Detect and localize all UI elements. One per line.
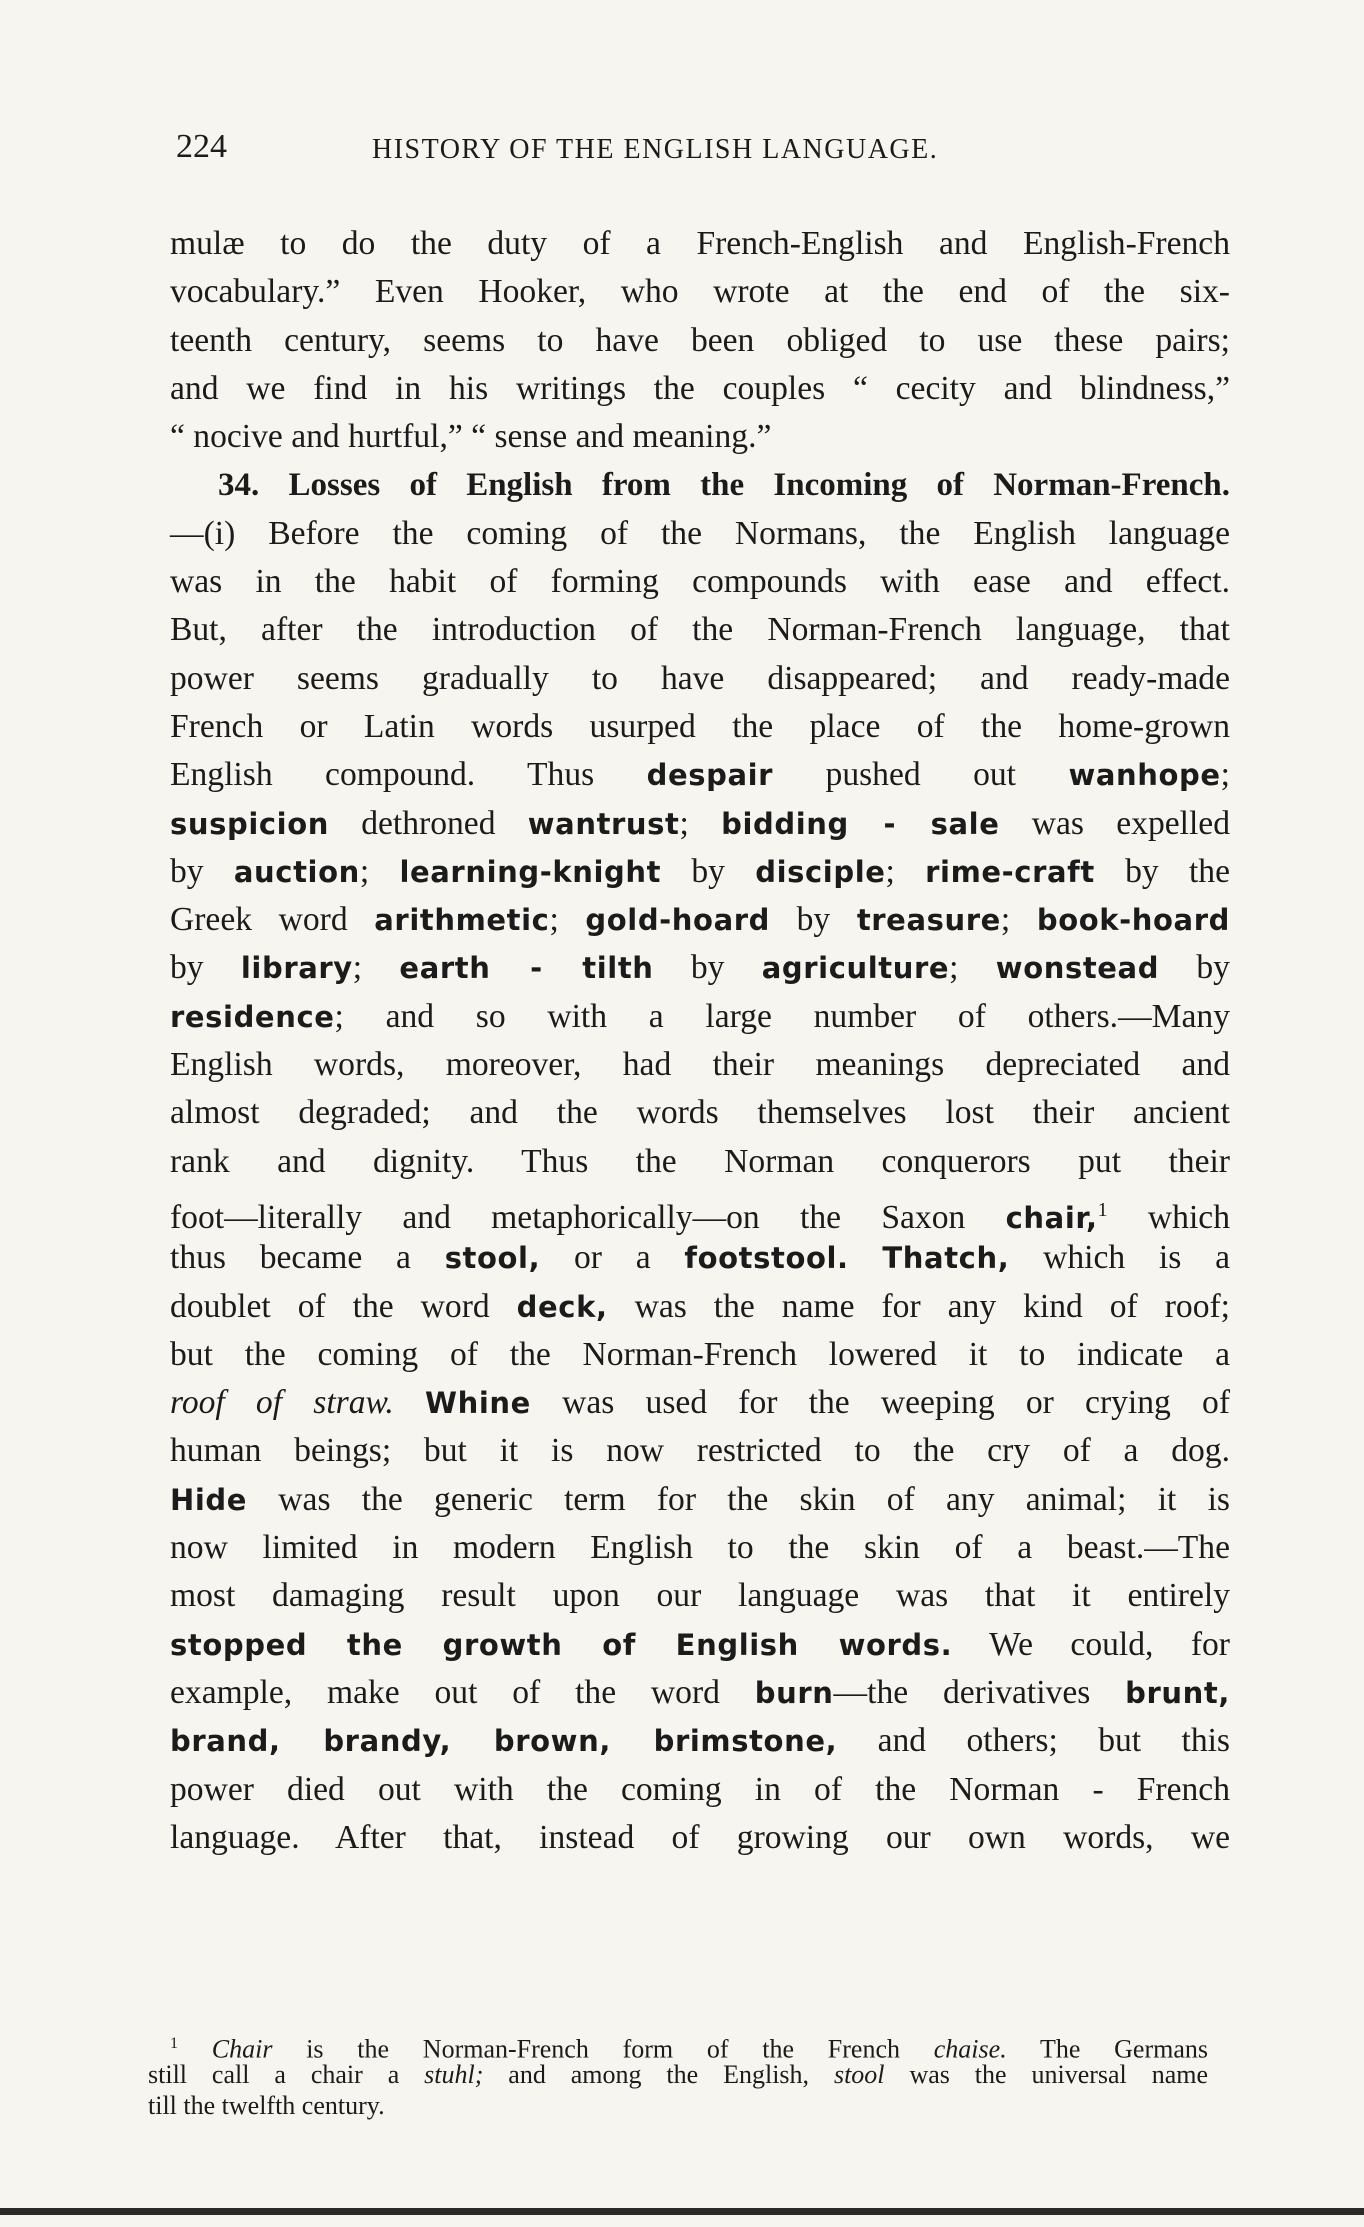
text-line: human beings; but it is now restricted to the cry of a dog.: [170, 1432, 1230, 1470]
text-run: ;: [1000, 901, 1037, 939]
bold-term: Whine: [425, 1386, 531, 1421]
text-line: [170, 848, 1230, 896]
text-line: vocabulary.” Even Hooker, who wrote at the end of the six-: [170, 273, 1230, 311]
bold-term: Hide: [170, 1482, 248, 1517]
text-run: English compound. Thus: [170, 756, 647, 794]
text-run: We could, for: [952, 1625, 1230, 1663]
text-line: But, after the introduction of the Norman-French language, that: [170, 611, 1230, 649]
text-line: almost degraded; and the words themselves lost their ancient: [170, 1094, 1230, 1132]
text-run: pushed out: [773, 756, 1069, 794]
text-run: was expelled: [999, 804, 1230, 842]
text-run: still call a chair a: [148, 2060, 425, 2089]
bold-term: deck,: [516, 1289, 608, 1324]
text-line: “ nocive and hurtful,” “ sense and meaning.”: [170, 418, 772, 456]
scan-edge-rule: [0, 2208, 1364, 2215]
section-heading: 34. Losses of English from the Incoming of Norman-French.: [218, 467, 1230, 504]
bold-term: disciple: [755, 854, 886, 889]
text-line: [170, 993, 1230, 1041]
text-line: [170, 800, 1230, 848]
bold-term: chair,: [1005, 1201, 1098, 1236]
bold-term: wanhope: [1068, 758, 1221, 793]
italic-term: Chair: [211, 2034, 273, 2064]
bold-term: suspicion: [170, 806, 329, 841]
running-title: HISTORY OF THE ENGLISH LANGUAGE.: [372, 134, 939, 165]
text-run: foot—literally and metaphorically—on the Saxon: [170, 1199, 1006, 1237]
text-run: by: [661, 852, 756, 890]
text-run: dethroned: [328, 804, 528, 842]
bold-term: agriculture: [761, 951, 950, 986]
text-line: [170, 1717, 1230, 1765]
text-run: by the: [1094, 852, 1230, 890]
text-run: —the derivatives: [833, 1673, 1126, 1711]
bold-term: treasure: [856, 903, 1001, 938]
bold-term: stool,: [444, 1241, 541, 1276]
text-run: by: [1159, 949, 1230, 987]
text-line: [170, 896, 1230, 944]
bold-term: gold-hoard: [585, 903, 771, 938]
text-run: was the generic term for the skin of any animal; it is: [247, 1480, 1230, 1518]
text-run: ;: [352, 949, 400, 987]
text-run: example, make out of the word: [170, 1673, 755, 1711]
text-line: most damaging result upon our language was that it entirely: [170, 1577, 1230, 1615]
bold-phrase: stopped the growth of English words.: [170, 1627, 953, 1662]
text-run: [849, 1239, 883, 1276]
text-line: power died out with the coming in of the Norman - French: [170, 1770, 1230, 1808]
bold-term: learning-knight: [399, 854, 662, 889]
text-run: by: [170, 852, 234, 890]
bold-term: bidding - sale: [721, 806, 1000, 841]
text-run: ;: [549, 901, 586, 939]
bold-term: book-hoard: [1036, 903, 1230, 938]
text-line: [170, 1234, 1230, 1282]
text-run: was the name for any kind of roof;: [607, 1287, 1230, 1325]
bold-term: burn: [754, 1675, 834, 1710]
page-header: [176, 128, 1236, 174]
italic-term: stuhl;: [424, 2060, 484, 2089]
footnote: [148, 2028, 1208, 2121]
text-run: is the Norman-French form of the French: [272, 2034, 934, 2064]
text-run: The Germans: [1006, 2034, 1208, 2064]
text-run: and others; but this: [837, 1722, 1230, 1760]
page-number: 224: [176, 128, 227, 165]
text-run: was the universal name: [884, 2060, 1208, 2089]
text-line: [170, 1669, 1230, 1717]
text-run: which: [1107, 1199, 1230, 1237]
text-run: ;: [359, 852, 400, 890]
footnote-line: till the twelfth century.: [148, 2091, 385, 2120]
bold-term: earth - tilth: [399, 951, 654, 986]
text-run: ; and so with a large number of others.—Many: [334, 997, 1230, 1035]
text-line: [170, 1283, 1230, 1331]
text-line: was in the habit of forming compounds with ease and effect.: [170, 563, 1230, 601]
text-run: and among the English,: [483, 2060, 834, 2089]
text-run: ;: [949, 949, 996, 987]
text-line: rank and dignity. Thus the Norman conquerors put their: [170, 1142, 1230, 1180]
text-run: thus became a: [170, 1239, 445, 1277]
text-line: but the coming of the Norman-French lowered it to indicate a: [170, 1335, 1230, 1373]
text-run: ;: [679, 804, 722, 842]
text-run: by: [653, 949, 762, 987]
text-line: [170, 1186, 1230, 1237]
text-run: doublet of the word: [170, 1287, 517, 1325]
text-line: and we find in his writings the couples “ cecity and blindness,”: [170, 369, 1230, 407]
text-line: now limited in modern English to the skin of a beast.—The: [170, 1529, 1230, 1567]
bold-term: library: [240, 951, 353, 986]
text-line: —(i) Before the coming of the Normans, the English language: [170, 514, 1230, 552]
bold-term: wantrust: [527, 806, 680, 841]
bold-term: arithmetic: [374, 903, 550, 938]
bold-term: auction: [233, 854, 360, 889]
text-line: [170, 1621, 1230, 1669]
text-line: French or Latin words usurped the place of the home-grown: [170, 707, 1230, 745]
text-line: English words, moreover, had their meanings depreciated and: [170, 1046, 1230, 1084]
text-run: was used for the weeping or crying of: [530, 1384, 1230, 1422]
text-line: [170, 751, 1230, 799]
bold-term: footstool.: [684, 1241, 849, 1276]
text-run: by: [170, 949, 241, 987]
body-text: [170, 220, 1230, 1862]
bold-term: despair: [646, 758, 774, 793]
bold-term: residence: [170, 999, 335, 1034]
text-run: [394, 1384, 425, 1421]
bold-term: wonstead: [995, 951, 1160, 986]
text-run: ;: [885, 852, 926, 890]
text-run: ;: [1220, 756, 1230, 794]
bold-term: brand, brandy, brown, brimstone,: [170, 1724, 838, 1759]
bold-term: rime-craft: [925, 854, 1095, 889]
text-line: language. After that, instead of growing our own words, we: [170, 1818, 1230, 1856]
text-line: power seems gradually to have disappeared; and ready-made: [170, 659, 1230, 697]
bold-term: brunt,: [1125, 1675, 1230, 1710]
footnote-line: [148, 2059, 1208, 2090]
text-line: [170, 944, 1230, 992]
footnote-line: [148, 2028, 1208, 2064]
italic-term: chaise.: [933, 2034, 1007, 2064]
text-run: or a: [540, 1239, 685, 1277]
text-run: Greek word: [170, 901, 375, 939]
text-line: [170, 1379, 1230, 1427]
text-run: which is a: [1009, 1239, 1230, 1277]
bold-term: Thatch,: [882, 1241, 1010, 1276]
text-line: teenth century, seems to have been obliged to use these pairs;: [170, 321, 1230, 359]
italic-phrase: roof of straw.: [170, 1384, 394, 1422]
text-line: mulæ to do the duty of a French-English and English-French: [170, 225, 1230, 262]
footnote-number: 1: [170, 2035, 178, 2052]
footnote-marker[interactable]: 1: [1097, 1198, 1108, 1221]
text-run: by: [770, 901, 857, 939]
text-line: [170, 1476, 1230, 1524]
italic-term: stool: [833, 2060, 885, 2089]
